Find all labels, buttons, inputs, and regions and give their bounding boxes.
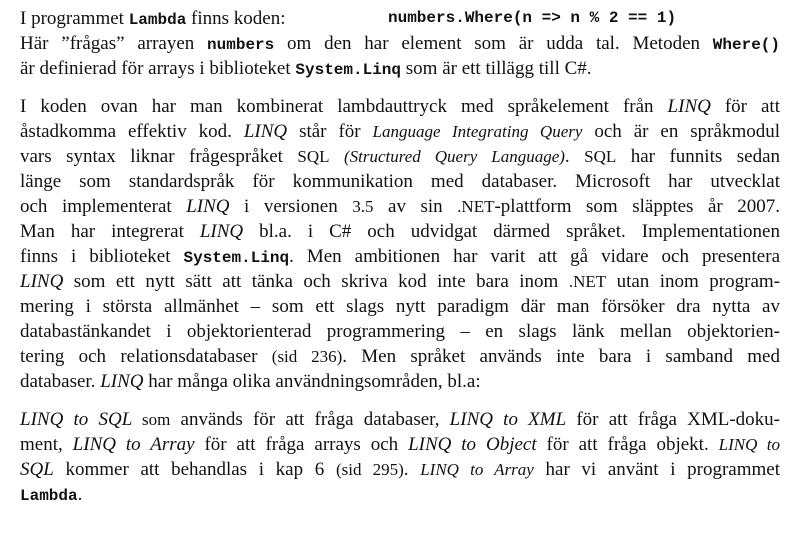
text: utan inom program- <box>606 271 780 292</box>
text: som <box>132 410 171 429</box>
text: har vi använt i programmet <box>533 459 780 480</box>
text-line <box>20 407 780 432</box>
text: är definierad för arrays i biblioteket <box>20 58 296 79</box>
text: . Men ambitionen har varit att gå vidare och presentera <box>289 246 780 267</box>
text-line <box>20 369 780 394</box>
term-linq: LINQ <box>667 96 711 117</box>
text-line <box>20 244 780 269</box>
text: Här ”frågas” arrayen <box>20 33 208 54</box>
text-line <box>20 457 780 482</box>
paragraph-intro <box>20 6 780 81</box>
text: som är ett tillägg till C#. <box>401 58 592 79</box>
text: används för att fråga databaser, <box>170 409 450 430</box>
code-identifier: Where() <box>712 36 780 54</box>
text-line <box>20 482 780 507</box>
text: står för <box>287 121 373 142</box>
code-namespace: System.Linq <box>183 249 290 267</box>
text: har många olika användningsområden, bl.a: <box>143 371 481 392</box>
term-linq: LINQ <box>243 121 288 142</box>
text: Man har integrerat <box>20 221 200 242</box>
text-line <box>20 119 780 144</box>
text-line <box>20 432 780 457</box>
text: mering i största allmänhet – som ett slags nytt paradigm där man försöker dra nytta av <box>20 296 780 317</box>
text: finns koden: <box>186 8 286 29</box>
code-program-name: Lambda <box>128 11 187 29</box>
text: finns i biblioteket <box>20 246 184 267</box>
text: kommer att behandlas i kap 6 <box>53 459 336 480</box>
term-sql: SQL <box>584 147 617 166</box>
text: . <box>77 484 83 505</box>
term-linq-to-sql: LINQ to SQL <box>20 409 133 430</box>
version-number: 3.5 <box>352 197 374 216</box>
text-line <box>20 344 780 369</box>
term-linq: LINQ <box>100 371 144 392</box>
text: ment, <box>20 434 73 455</box>
text: för att fråga objekt. <box>536 434 719 455</box>
text-line <box>20 56 780 81</box>
code-snippet: numbers.Where(n => n % 2 == 1) <box>388 9 677 27</box>
text: I koden ovan har man kombinerat lambdauttryck med språkelement från <box>20 96 668 117</box>
term-linq: LINQ <box>186 196 230 217</box>
text: som ett nytt sätt att tänka och skriva kod inte bara inom <box>63 271 569 292</box>
term-linq: LINQ <box>199 221 244 242</box>
term-linq-to-array: LINQ to Array <box>72 434 195 455</box>
text: av sin <box>373 196 458 217</box>
page-reference: (sid 236) <box>271 347 343 366</box>
term-linq-to-xml: LINQ to XML <box>449 409 567 430</box>
text: . Men språket används inte bara i samband med <box>342 346 780 367</box>
text: I programmet <box>20 8 129 29</box>
text-line <box>20 194 780 219</box>
text: för att <box>710 96 780 117</box>
term-expansion: Language Integrating Query <box>372 122 583 141</box>
paragraph-linq <box>20 94 780 394</box>
term-dotnet: .NET <box>568 272 607 291</box>
text: tering och relationsdatabaser <box>20 346 272 367</box>
term-linq-to-sql: LINQ to <box>718 435 780 454</box>
term-dotnet: .NET <box>457 197 495 216</box>
text: har funnits sedan <box>616 146 781 167</box>
term-linq-to-sql: SQL <box>20 459 54 480</box>
text-line <box>20 144 780 169</box>
text: för att fråga arrays och <box>194 434 409 455</box>
page-reference: (sid 295) <box>335 460 404 479</box>
term-linq-to-array: LINQ to Array <box>420 460 534 479</box>
text: databastänkandet i objektorienterad programmering – en slags länk mellan objektorien- <box>20 321 780 342</box>
paragraph-linq-variants <box>20 407 780 507</box>
text: länge som standardspråk för kommunikation med databaser. Microsoft har utvecklat <box>20 171 780 192</box>
text-line <box>20 269 780 294</box>
text: för att fråga XML-doku- <box>566 409 781 430</box>
text-line <box>20 319 780 344</box>
text-line <box>20 219 780 244</box>
text: databaser. <box>20 371 101 392</box>
text: . <box>403 459 421 480</box>
text-line <box>20 6 780 31</box>
document-page <box>20 6 780 507</box>
text: -plattform som släpptes år 2007. <box>494 196 780 217</box>
text-line <box>20 169 780 194</box>
text <box>330 146 344 167</box>
term-linq-to-object: LINQ to Object <box>408 434 537 455</box>
text: och implementerat <box>20 196 187 217</box>
code-namespace: System.Linq <box>295 61 402 79</box>
text: åstadkomma effektiv kod. <box>20 121 244 142</box>
text: vars syntax liknar frågespråket <box>20 146 298 167</box>
text-line <box>20 31 780 56</box>
code-identifier: numbers <box>207 36 275 54</box>
text-line <box>20 94 780 119</box>
code-program-name: Lambda <box>20 487 78 505</box>
term-expansion: (Structured Query Language) <box>344 147 565 166</box>
term-sql: SQL <box>297 147 330 166</box>
text: och är en språkmodul <box>582 121 780 142</box>
term-linq: LINQ <box>20 271 64 292</box>
text: i versionen <box>229 196 353 217</box>
text-line <box>20 294 780 319</box>
text: om den har element som är udda tal. Metoden <box>274 33 713 54</box>
text: . <box>564 146 585 167</box>
text: bl.a. i C# och udvidgat därmed språket. Implementationen <box>243 221 780 242</box>
